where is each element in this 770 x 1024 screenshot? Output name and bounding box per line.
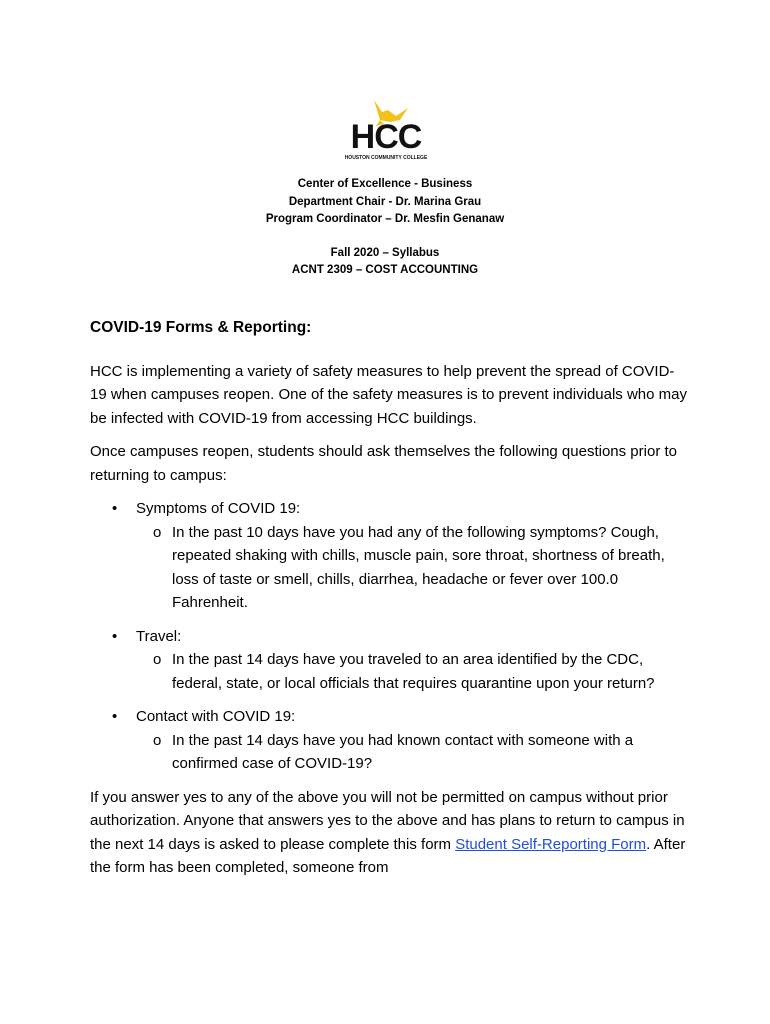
closing-paragraph	[90, 786, 690, 880]
closing-text-part1: If you answer yes to any of the above you will not be permitted on campus without prior authorization. Anyone that answers yes to the above and has plans to return to campus in the next 14 days is asked to please complete this form	[90, 788, 685, 853]
hcc-logo-graphic	[336, 94, 436, 162]
covid-section	[90, 316, 690, 890]
sub-bullet-icon: o	[153, 523, 162, 541]
sub-list-text: In the past 14 days have you traveled to an area identified by the CDC, federal, state, or local officials that requires quarantine upon your return?	[172, 651, 655, 692]
list-item	[90, 705, 690, 729]
bullet-icon: •	[112, 627, 118, 645]
syllabus-header	[0, 176, 770, 280]
header-line-coordinator: Program Coordinator – Dr. Mesfin Genanaw	[265, 213, 505, 225]
sub-bullet-icon: o	[153, 651, 162, 668]
header-line-course: ACNT 2309 – COST ACCOUNTING	[291, 264, 479, 276]
intro-paragraph: HCC is implementing a variety of safety measures to help prevent the spread of COVID-19 when campuses reopen. One of the safety measures is to prevent individuals who may be infected with COVID-19 from accessing HCC buildings.	[90, 362, 687, 427]
list-item	[90, 625, 690, 649]
sub-list-item	[90, 521, 690, 615]
closing-text-part2: . After the form has been completed, someone from	[90, 835, 686, 876]
list-item-label: Symptoms of COVID 19:	[136, 500, 301, 517]
questions-paragraph: Once campuses reopen, students should ask themselves the following questions prior to returning to campus:	[90, 443, 677, 484]
list-item-label: Contact with COVID 19:	[136, 708, 296, 725]
bullet-icon: •	[112, 500, 118, 517]
section-title: COVID-19 Forms & Reporting:	[90, 319, 312, 336]
list-item-label: Travel:	[136, 627, 182, 645]
student-self-reporting-form-link[interactable]: Student Self-Reporting Form	[455, 835, 647, 853]
sub-list-text: In the past 10 days have you had any of the following symptoms? Cough, repeated shaking with chills, muscle pain, sore throat, shortness of breath, loss of taste or smell, chills, diarrhea, headache or fever over 100.0 Fahrenheit.	[172, 523, 665, 611]
question-list	[90, 497, 690, 776]
logo-tagline: HOUSTON COMMUNITY COLLEGE	[344, 155, 428, 161]
header-line-term: Fall 2020 – Syllabus	[330, 246, 440, 259]
logo-letters: HCC	[350, 118, 422, 156]
sub-list-text: In the past 14 days have you had known contact with someone with a confirmed case of COVID-19?	[172, 731, 634, 772]
bullet-icon: •	[112, 708, 118, 725]
list-item	[90, 497, 690, 521]
sub-bullet-icon: o	[153, 731, 162, 749]
header-line-department: Center of Excellence - Business	[297, 178, 473, 190]
hcc-logo	[336, 94, 436, 162]
header-line-chair: Department Chair - Dr. Marina Grau	[288, 195, 482, 208]
sub-list-item	[90, 648, 690, 695]
sub-list-item	[90, 729, 690, 776]
